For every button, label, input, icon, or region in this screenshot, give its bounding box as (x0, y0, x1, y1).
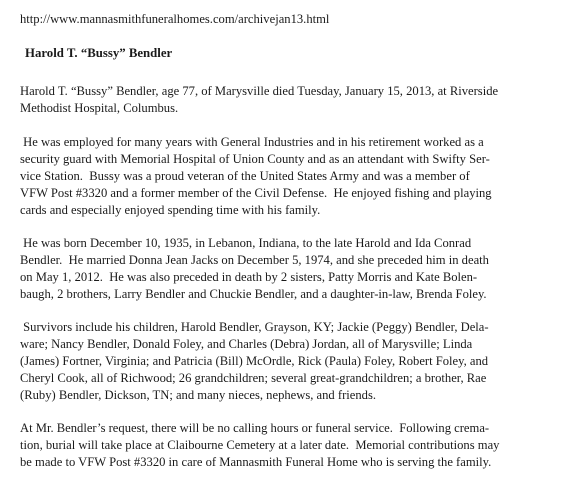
text-line: tion, burial will take place at Claibourne Cemetery at a later date. Memorial contributions may (20, 438, 500, 452)
text-line: cards and especially enjoyed spending time with his family. (20, 203, 321, 217)
paragraph-service-arrangements (20, 420, 565, 471)
text-line: be made to VFW Post #3320 in care of Mannasmith Funeral Home who is serving the family. (20, 455, 492, 469)
text-line: Harold T. “Bussy” Bendler, age 77, of Marysville died Tuesday, January 15, 2013, at Riverside (20, 84, 499, 98)
text-line: (Ruby) Bendler, Dickson, TN; and many nieces, nephews, and friends. (20, 388, 377, 402)
text-line: At Mr. Bendler’s request, there will be no calling hours or funeral service. Following crema- (20, 421, 490, 435)
obituary-title: Harold T. “Bussy” Bendler (25, 46, 173, 60)
text-line: Survivors include his children, Harold Bendler, Grayson, KY; Jackie (Peggy) Bendler, Dela- (20, 320, 489, 334)
text-line: VFW Post #3320 and a former member of the Civil Defense. He enjoyed fishing and playing (20, 186, 492, 200)
text-line: vice Station. Bussy was a proud veteran of the United States Army and was a member of (20, 169, 470, 183)
source-url: http://www.mannasmithfuneralhomes.com/archivejan13.html (20, 12, 330, 26)
text-line: on May 1, 2012. He was also preceded in death by 2 sisters, Patty Morris and Kate Bolen- (20, 270, 478, 284)
text-line: security guard with Memorial Hospital of Union County and as an attendant with Swifty Ser- (20, 152, 490, 166)
text-line: He was born December 10, 1935, in Lebanon, Indiana, to the late Harold and Ida Conrad (20, 236, 472, 250)
text-line: Bendler. He married Donna Jean Jacks on December 5, 1974, and she preceded him in death (20, 253, 489, 267)
text-line: Cheryl Cook, all of Richwood; 26 grandchildren; several great-grandchildren; a brother, Rae (20, 371, 487, 385)
text-line: (James) Fortner, Virginia; and Patricia (Bill) McOrdle, Rick (Paula) Foley, Robert Foley, and (20, 354, 489, 368)
text-line: ware; Nancy Bendler, Donald Foley, and Charles (Debra) Jordan, all of Marysville; Linda (20, 337, 473, 351)
text-line: baugh, 2 brothers, Larry Bendler and Chuckie Bendler, and a daughter-in-law, Brenda Foley. (20, 287, 487, 301)
paragraph-birth-family (20, 235, 565, 303)
paragraph-employment (20, 134, 565, 219)
paragraph-survivors (20, 319, 565, 404)
text-line: Methodist Hospital, Columbus. (20, 101, 179, 115)
text-line: He was employed for many years with General Industries and in his retirement worked as a (20, 135, 484, 149)
paragraph-death-notice (20, 83, 565, 117)
